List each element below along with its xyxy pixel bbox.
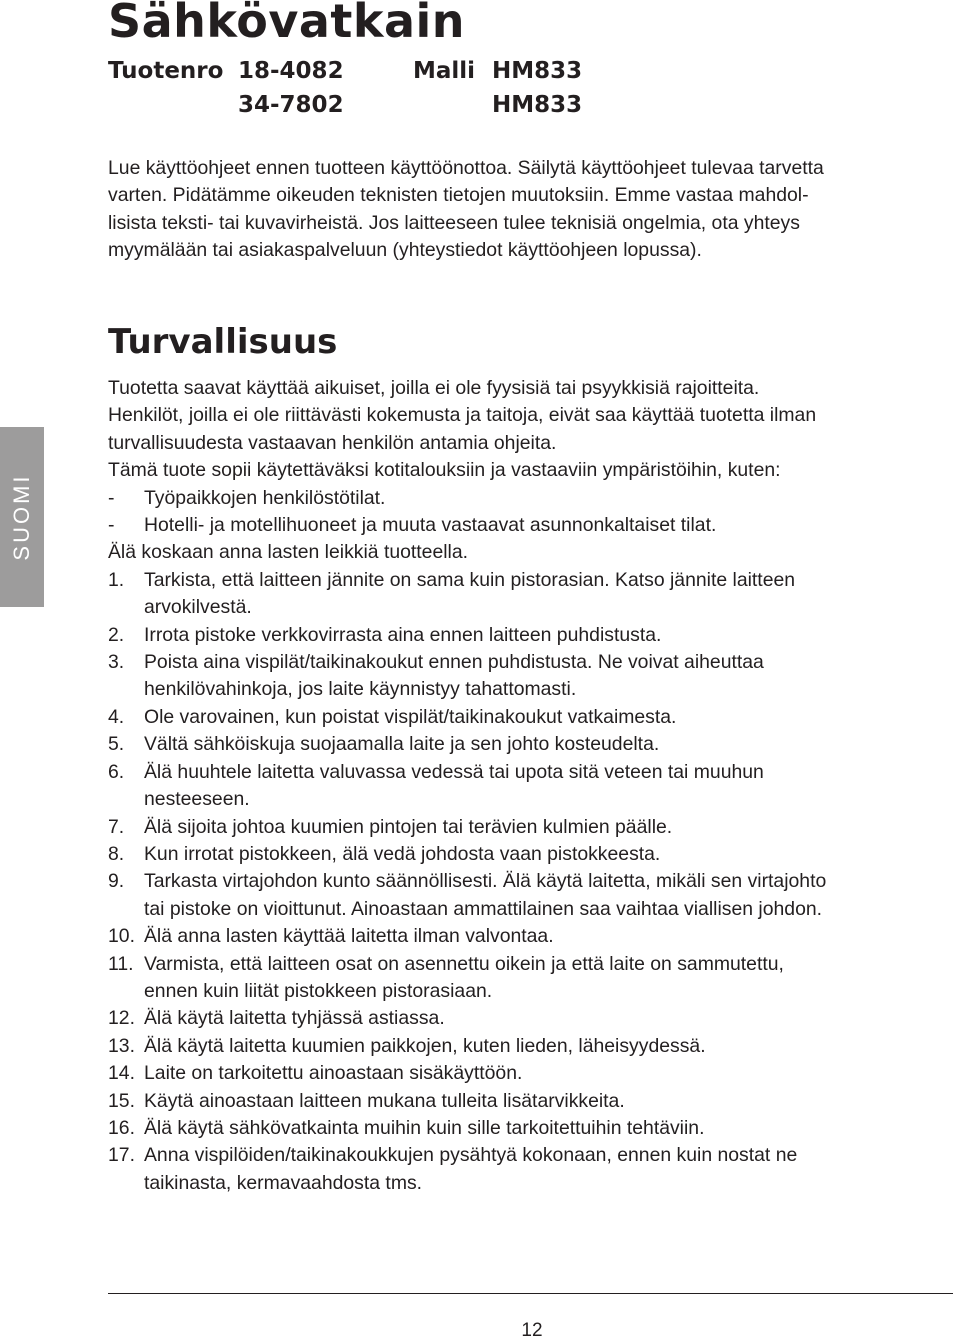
item-line: ennen kuin liität pistokkeen pistorasiaan. — [144, 979, 493, 1002]
item-line: Älä sijoita johtoa kuumien pintojen tai terävien kulmien päälle. — [144, 815, 673, 838]
document-title: Sähkövatkain — [108, 0, 466, 48]
item-line: Käytä ainoastaan laitteen mukana tulleita lisätarvikkeita. — [144, 1089, 625, 1112]
item-number: 13. — [108, 1034, 135, 1057]
item-number: 3. — [108, 651, 125, 674]
bullet-item — [108, 485, 953, 512]
item-line: Älä käytä sähkövatkainta muihin kuin sille tarkoitettuihin tehtäviin. — [144, 1116, 705, 1139]
item-line: Älä anna lasten käyttää laitetta ilman valvontaa. — [144, 925, 554, 948]
item-line: Älä käytä laitetta tyhjässä astiassa. — [144, 1007, 445, 1030]
safety-section — [108, 375, 953, 1197]
numbered-item — [108, 731, 953, 758]
numbered-item — [108, 868, 953, 923]
intro-line: varten. Pidätämme oikeuden teknisten tietojen muutoksiin. Emme vastaa mahdol- — [108, 184, 809, 207]
item-text — [144, 1005, 953, 1032]
item-line: Tarkista, että laitteen jännite on sama kuin pistorasian. Katso jännite laitteen — [144, 568, 796, 591]
item-text — [144, 1142, 953, 1197]
item-line: taikinasta, kermavaahdosta tms. — [144, 1171, 423, 1194]
bullet-text: Hotelli- ja motellihuoneet ja muuta vastaavat asunnonkaltaiset tilat. — [144, 514, 717, 537]
item-text — [144, 759, 953, 814]
bullet-text: Työpaikkojen henkilöstötilat. — [144, 486, 386, 509]
item-line: Vältä sähköiskuja suojaamalla laite ja sen johto kosteudelta. — [144, 733, 660, 756]
numbered-item — [108, 622, 953, 649]
item-text — [144, 1088, 953, 1115]
item-line: Varmista, että laitteen osat on asennettu oikein ja että laite on sammutettu, — [144, 952, 784, 975]
item-line: Poista aina vispilät/taikinakoukut ennen puhdistusta. Ne voivat aiheuttaa — [144, 651, 764, 674]
item-line: Ole varovainen, kun poistat vispilät/taikinakoukut vatkaimesta. — [144, 705, 677, 728]
numbered-item — [108, 1005, 953, 1032]
numbered-item — [108, 567, 953, 622]
product-number: 34-7802 — [238, 92, 344, 118]
item-number: 17. — [108, 1144, 135, 1167]
product-number-label: Tuotenro — [108, 58, 224, 84]
product-number: 18-4082 — [238, 58, 344, 84]
item-number: 1. — [108, 568, 125, 591]
item-text — [144, 868, 953, 923]
item-text — [144, 704, 953, 731]
numbered-item — [108, 951, 953, 1006]
item-line: Laite on tarkoitettu ainoastaan sisäkäyttöön. — [144, 1062, 523, 1085]
item-line: henkilövahinkoja, jos laite käynnistyy tahattomasti. — [144, 678, 577, 701]
item-line: Anna vispilöiden/taikinakoukkujen pysähtyä kokonaan, ennen kuin nostat ne — [144, 1144, 798, 1167]
numbered-item — [108, 923, 953, 950]
item-text — [144, 731, 953, 758]
item-line: nesteeseen. — [144, 788, 250, 811]
item-number: 15. — [108, 1089, 135, 1112]
numbered-item — [108, 841, 953, 868]
item-number: 6. — [108, 760, 125, 783]
numbered-list — [108, 567, 953, 1197]
numbered-item — [108, 1142, 953, 1197]
item-number: 7. — [108, 815, 125, 838]
footer-divider — [108, 1293, 953, 1294]
item-text — [144, 649, 953, 704]
item-number: 12. — [108, 1007, 135, 1030]
numbered-item — [108, 1060, 953, 1087]
item-number: 11. — [108, 952, 134, 975]
model-number: HM833 — [492, 58, 583, 84]
item-line: Irrota pistoke verkkovirrasta aina ennen laitteen puhdistusta. — [144, 623, 662, 646]
safety-warning: Älä koskaan anna lasten leikkiä tuotteella. — [108, 541, 469, 564]
language-tab — [0, 427, 44, 607]
model-label: Malli — [413, 58, 476, 84]
safety-paragraph: Tämä tuote sopii käytettäväksi kotitalouksiin ja vastaaviin ympäristöihin, kuten: — [108, 459, 781, 482]
item-text — [144, 1115, 953, 1142]
numbered-item — [108, 814, 953, 841]
item-line: Älä käytä laitetta kuumien paikkojen, kuten lieden, läheisyydessä. — [144, 1034, 706, 1057]
bullet-dash: - — [108, 486, 115, 509]
item-number: 8. — [108, 842, 125, 865]
item-text — [144, 567, 953, 622]
item-line: Älä huuhtele laitetta valuvassa vedessä tai upota sitä veteen tai muuhun — [144, 760, 764, 783]
item-line: Kun irrotat pistokkeen, älä vedä johdosta vaan pistokkeesta. — [144, 842, 661, 865]
item-line: tai pistoke on vioittunut. Ainoastaan ammattilainen saa vaihtaa viallisen johdon. — [144, 897, 823, 920]
item-line: Tarkasta virtajohdon kunto säännöllisesti. Älä käytä laitetta, mikäli sen virtajohto — [144, 870, 827, 893]
numbered-item — [108, 1088, 953, 1115]
item-line: arvokilvestä. — [144, 596, 252, 619]
bullet-item — [108, 512, 953, 539]
model-number: HM833 — [492, 92, 583, 118]
safety-heading: Turvallisuus — [108, 322, 338, 362]
intro-paragraph — [108, 155, 948, 265]
intro-line: Lue käyttöohjeet ennen tuotteen käyttöönottoa. Säilytä käyttöohjeet tulevaa tarvetta — [108, 157, 824, 179]
page-number: 12 — [521, 1320, 543, 1341]
item-text — [144, 841, 953, 868]
item-number: 10. — [108, 925, 135, 948]
safety-paragraph: turvallisuudesta vastaavan henkilön antamia ohjeita. — [108, 431, 557, 454]
numbered-item — [108, 1115, 953, 1142]
item-text — [144, 622, 953, 649]
item-number: 9. — [108, 870, 125, 893]
item-number: 5. — [108, 733, 125, 756]
item-text — [144, 951, 953, 1006]
numbered-item — [108, 1033, 953, 1060]
item-text — [144, 1033, 953, 1060]
item-number: 2. — [108, 623, 125, 646]
item-text — [144, 814, 953, 841]
item-text — [144, 1060, 953, 1087]
numbered-item — [108, 759, 953, 814]
item-number: 16. — [108, 1116, 135, 1139]
language-tab-label: SUOMI — [9, 473, 34, 561]
intro-line: myymälään tai asiakaspalveluun (yhteystiedot käyttöohjeen lopussa). — [108, 239, 702, 262]
bullet-dash: - — [108, 514, 115, 537]
item-number: 14. — [108, 1062, 135, 1085]
safety-paragraph: Tuotetta saavat käyttää aikuiset, joilla ei ole fyysisiä tai psyykkisiä rajoitteita. — [108, 377, 760, 399]
numbered-item — [108, 649, 953, 704]
safety-paragraph: Henkilöt, joilla ei ole riittävästi kokemusta ja taitoja, eivät saa käyttää tuotetta ilman — [108, 404, 817, 427]
intro-line: lisista teksti- tai kuvavirheistä. Jos laitteeseen tulee teknisiä ongelmia, ota yhteys — [108, 211, 800, 234]
item-text — [144, 923, 953, 950]
item-number: 4. — [108, 705, 125, 728]
numbered-item — [108, 704, 953, 731]
